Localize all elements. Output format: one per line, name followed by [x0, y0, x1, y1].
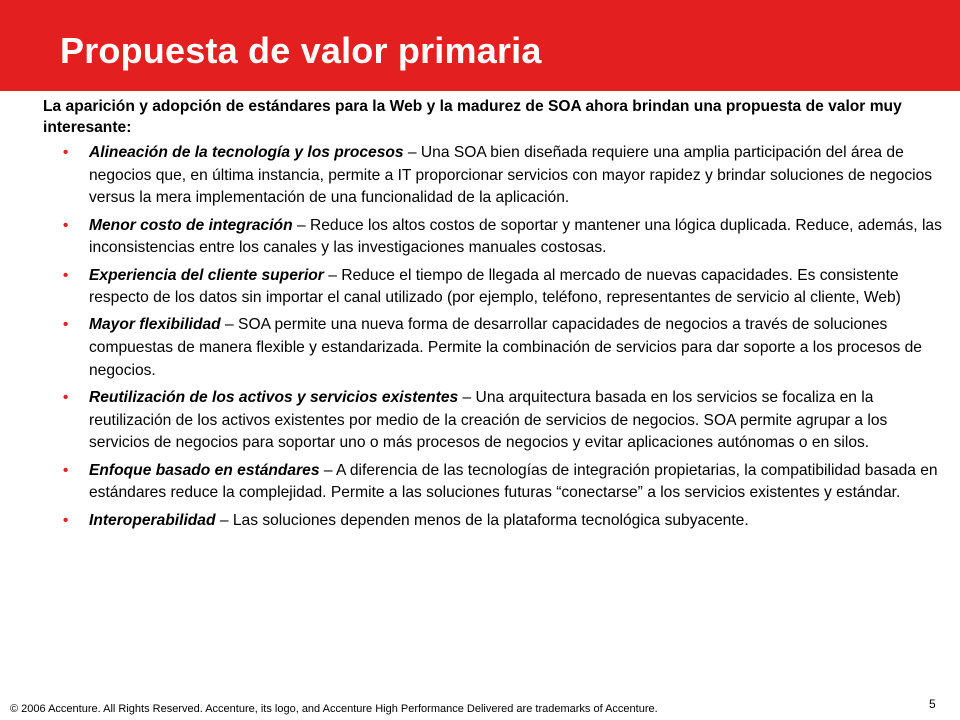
bullet-text: – Una SOA bien diseñada requiere una amplia participación del área de negocios que, en última instancia, permite a IT proporcionar servicios con mayor rapidez y brindar soluciones de negocios versus la mera implementación de una funcionalidad de la aplicación. [89, 144, 933, 207]
bullet-text: – A diferencia de las tecnologías de integración propietarias, la compatibilidad basada en estándares reduce la complejidad. Permite a las soluciones futuras “conectarse” a los servicios existentes y estándar. [89, 461, 938, 502]
bullet-term: Menor costo de integración [89, 216, 293, 234]
bullet-icon: • [63, 316, 69, 334]
bullet-text: – Las soluciones dependen menos de la plataforma tecnológica subyacente. [215, 511, 749, 529]
bullet-text: – Reduce los altos costos de soportar y mantener una lógica duplicada. Reduce, además, las inconsistencias entre los canales y las investigaciones manuales costosas. [89, 216, 942, 257]
list-item [43, 265, 948, 310]
value-proposition-list [43, 142, 948, 532]
list-item [43, 460, 948, 505]
page-number: 5 [929, 697, 936, 711]
slide-content [43, 96, 948, 537]
bullet-icon: • [63, 389, 69, 407]
bullet-term: Enfoque basado en estándares [89, 461, 320, 479]
bullet-term: Experiencia del cliente superior [89, 266, 324, 284]
bullet-term: Interoperabilidad [89, 511, 216, 529]
copyright-footer: © 2006 Accenture. All Rights Reserved. Accenture, its logo, and Accenture High Performance Delivered are trademarks of Accenture. [10, 703, 658, 715]
bullet-text: – SOA permite una nueva forma de desarrollar capacidades de negocios a través de soluciones compuestas de manera flexible y estandarizada. Permite la combinación de servicios para dar soporte a los procesos de negocios. [89, 316, 922, 379]
bullet-icon: • [63, 511, 69, 529]
page-title: Propuesta de valor primaria [60, 30, 542, 71]
bullet-text: – Reduce el tiempo de llegada al mercado de nuevas capacidades. Es consistente respecto de los datos sin importar el canal utilizado (por ejemplo, teléfono, representantes de servicio al cliente, Web) [89, 266, 901, 307]
bullet-term: Reutilización de los activos y servicios existentes [89, 389, 459, 407]
bullet-icon: • [63, 266, 69, 284]
title-bar [0, 0, 960, 91]
intro-paragraph: La aparición y adopción de estándares para la Web y la madurez de SOA ahora brindan una propuesta de valor muy interesante: [43, 98, 902, 136]
bullet-term: Mayor flexibilidad [89, 316, 221, 334]
list-item [43, 142, 948, 210]
bullet-text: – Una arquitectura basada en los servicios se focaliza en la reutilización de los activos existentes por medio de la creación de servicios de negocios. SOA permite agrupar a los servicios de negocios para soportar uno o más procesos de negocios y evitar aplicaciones autónomas o en silos. [89, 389, 888, 452]
list-item [43, 510, 948, 533]
list-item [43, 215, 948, 260]
list-item [43, 314, 948, 382]
bullet-icon: • [63, 461, 69, 479]
bullet-icon: • [63, 216, 69, 234]
bullet-term: Alineación de la tecnología y los procesos [89, 144, 404, 161]
bullet-icon: • [63, 144, 69, 161]
list-item [43, 387, 948, 455]
